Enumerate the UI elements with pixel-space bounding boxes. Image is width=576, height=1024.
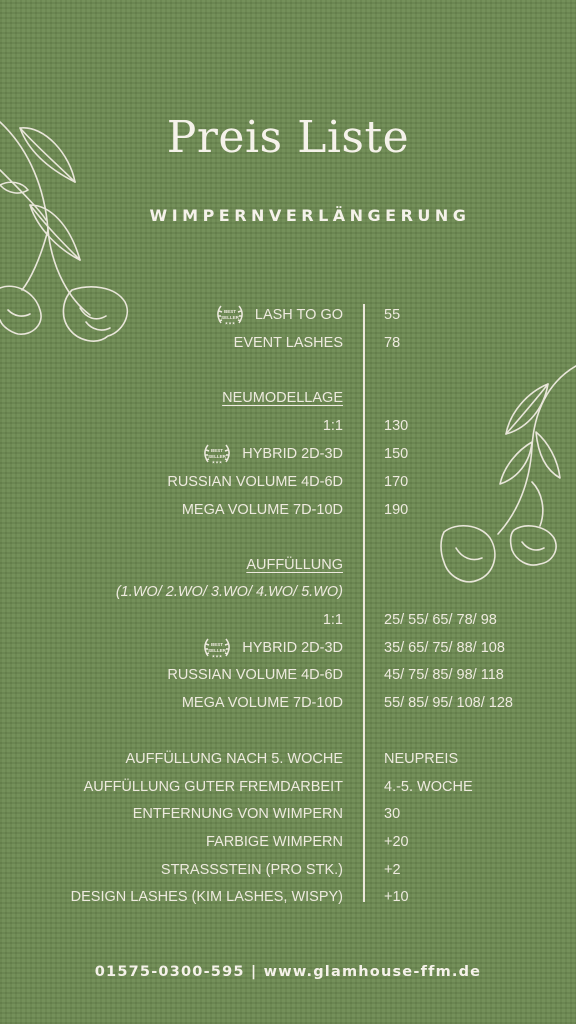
row-label: EVENT LASHES (233, 335, 343, 351)
row-label: 1:1 (322, 418, 343, 434)
best-seller-badge-icon (215, 301, 245, 329)
svg-text:BEST: BEST (211, 448, 224, 453)
row-price: 150 (384, 446, 409, 462)
row-label: BEST SELLER ★★★ HYBRID 2D-3D (202, 440, 343, 468)
svg-text:★★★: ★★★ (224, 320, 236, 326)
row-label: 1:1 (322, 612, 343, 628)
svg-text:BEST: BEST (223, 309, 236, 314)
row-label: ENTFERNUNG VON WIMPERN (132, 806, 343, 822)
row-label: AUFFÜLLUNG (246, 557, 343, 573)
price-row (0, 496, 576, 524)
row-price: 130 (384, 418, 409, 434)
row-price: 55/ 85/ 95/ 108/ 128 (384, 695, 513, 711)
row-label: MEGA VOLUME 7D-10D (181, 695, 343, 711)
svg-text:★★★: ★★★ (211, 653, 223, 659)
price-row (0, 689, 576, 717)
price-row (0, 745, 576, 773)
price-row (0, 800, 576, 828)
price-row (0, 661, 576, 689)
price-row (0, 773, 576, 801)
row-price: 25/ 55/ 65/ 78/ 98 (384, 612, 497, 628)
best-seller-badge-icon (202, 440, 232, 468)
section-heading-row (0, 384, 576, 412)
contact-footer: 01575-0300-595 | www.glamhouse-ffm.de (94, 964, 482, 980)
row-label: STRASSSTEIN (PRO STK.) (160, 862, 343, 878)
row-price: 170 (384, 474, 409, 490)
row-label: RUSSIAN VOLUME 4D-6D (167, 667, 343, 683)
section-note-row (0, 578, 576, 606)
best-seller-badge-icon (202, 634, 232, 662)
row-price: 45/ 75/ 85/ 98/ 118 (384, 667, 504, 683)
price-row (0, 468, 576, 496)
section-heading-row (0, 551, 576, 579)
row-label: AUFFÜLLUNG GUTER FREMDARBEIT (83, 779, 343, 795)
row-label: AUFFÜLLUNG NACH 5. WOCHE (125, 751, 343, 767)
row-price: 78 (384, 335, 401, 351)
row-price: +20 (384, 834, 409, 850)
row-price: 4.-5. WOCHE (384, 779, 473, 795)
price-row (0, 828, 576, 856)
row-price: +10 (384, 889, 409, 905)
row-label: MEGA VOLUME 7D-10D (181, 502, 343, 518)
section-subtitle: WIMPERNVERLÄNGERUNG (149, 206, 471, 225)
price-row (0, 606, 576, 634)
row-label: (1.WO/ 2.WO/ 3.WO/ 4.WO/ 5.WO) (115, 584, 343, 600)
row-price: NEUPREIS (384, 751, 459, 767)
svg-text:SELLER: SELLER (208, 648, 227, 653)
row-price: 55 (384, 307, 401, 323)
row-label: RUSSIAN VOLUME 4D-6D (167, 474, 343, 490)
row-label: FARBIGE WIMPERN (206, 834, 343, 850)
price-row (0, 301, 576, 329)
price-row (0, 634, 576, 662)
page-title: Preis Liste (166, 112, 410, 163)
svg-text:BEST: BEST (211, 642, 224, 647)
price-row (0, 883, 576, 911)
row-label: DESIGN LASHES (KIM LASHES, WISPY) (70, 889, 343, 905)
row-label: BEST SELLER ★★★ LASH TO GO (215, 301, 343, 329)
price-row (0, 856, 576, 884)
row-label: NEUMODELLAGE (222, 390, 343, 406)
svg-text:SELLER: SELLER (221, 315, 239, 320)
row-price: 35/ 65/ 75/ 88/ 108 (384, 640, 505, 656)
row-price: +2 (384, 862, 401, 878)
svg-text:★★★: ★★★ (211, 459, 223, 465)
price-row (0, 412, 576, 440)
row-price: 30 (384, 806, 401, 822)
price-row (0, 329, 576, 357)
price-row (0, 440, 576, 468)
row-label: BEST SELLER ★★★ HYBRID 2D-3D (202, 634, 343, 662)
svg-text:SELLER: SELLER (208, 454, 227, 459)
row-price: 190 (384, 502, 409, 518)
